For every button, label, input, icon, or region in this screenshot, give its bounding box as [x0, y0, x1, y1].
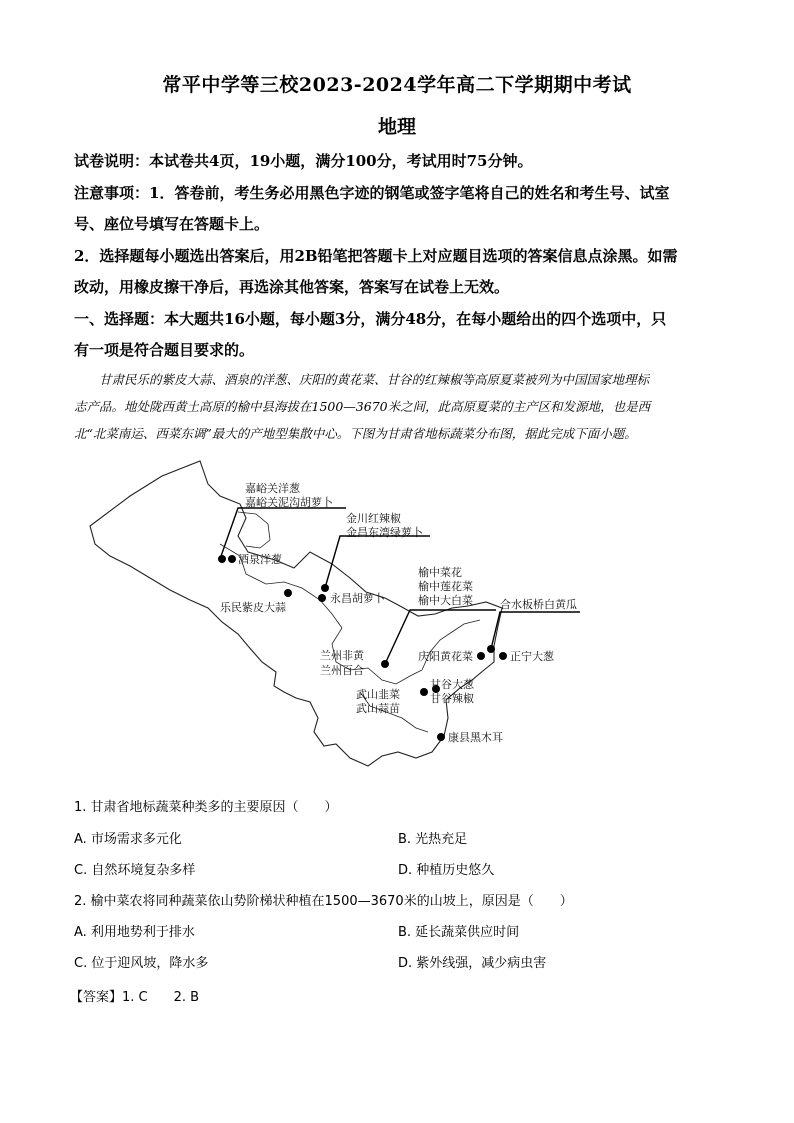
question-2-option-d: D. 紫外线强，减少病虫害	[398, 956, 547, 971]
jiayuguan-dot	[218, 555, 226, 563]
question-2-option-a: A. 利用地势利于排水	[74, 925, 195, 940]
jiuquan-dot	[228, 555, 236, 563]
label-kangxian-fungus: 康县黑木耳	[448, 731, 503, 744]
label-zhengning-scallion: 正宁大葱	[510, 650, 554, 663]
exam-description: 试卷说明：本试卷共4页，19小题，满分100分，考试用时75分钟。	[74, 152, 533, 170]
notice-line-4: 改动，用橡皮擦干净后，再选涂其他答案，答案写在试卷上无效。	[74, 278, 510, 296]
label-jiayuguan-onion: 嘉峪关洋葱	[245, 482, 300, 495]
label-wushan-chives: 武山韭菜	[356, 688, 400, 701]
label-jiayuguan-carrot: 嘉峪关泥沟胡萝卜	[245, 496, 333, 509]
question-1-option-a: A. 市场需求多元化	[74, 832, 182, 847]
intro-line-2: 志产品。地处陇西黄土高原的榆中县海拔在1500—3670米之间，此高原夏菜的主产区和发源地，也是西	[74, 399, 651, 414]
kangxian-dot	[437, 733, 445, 741]
label-jinchang-radish: 金昌东湾绿萝卜	[346, 526, 423, 539]
callout-line-heshui	[491, 612, 580, 649]
question-2-option-b: B. 延长蔬菜供应时间	[398, 925, 520, 940]
minle-dot	[284, 589, 292, 597]
answer-text: 1. C 2. B	[122, 990, 200, 1005]
notice-line-3: 2．选择题每小题选出答案后，用2B铅笔把答题卡上对应题目选项的答案信息点涂黑。如需	[74, 247, 678, 265]
question-1-option-b: B. 光热充足	[398, 832, 468, 847]
gansu-vegetable-map	[70, 456, 630, 776]
label-minle-garlic: 乐民紫皮大蒜	[220, 601, 286, 614]
heshui-dot	[487, 645, 495, 653]
label-yuzhong-cabbage: 榆中莲花菜	[418, 580, 473, 593]
label-jinchuan-pepper: 金川红辣椒	[346, 512, 401, 525]
notice-line-1: 注意事项：1．答卷前，考生务必用黑色字迹的钢笔或签字笔将自己的姓名和考生号、试室	[74, 184, 670, 202]
intro-passage	[74, 366, 726, 447]
subject-title: 地理	[377, 116, 416, 138]
label-qingyang-daylily: 庆阳黄花菜	[418, 650, 473, 663]
callout-line-jinchuan	[325, 536, 430, 588]
yuzhong-dot	[381, 660, 389, 668]
label-yongchang-carrot: 永昌胡萝卜	[330, 592, 385, 605]
answer-label: 【答案】	[70, 990, 123, 1005]
label-heshui-cucumber: 合水板桥白黄瓜	[500, 598, 577, 611]
label-gangu-scallion: 甘谷大葱	[430, 678, 474, 691]
label-yuzhong-cauliflower: 榆中菜花	[418, 566, 462, 579]
intro-line-1: 甘肃民乐的紫皮大蒜、酒泉的洋葱、庆阳的黄花菜、甘谷的红辣椒等高原夏菜被列为中国国家地理标	[99, 372, 650, 387]
label-yuzhong-chinese-cabbage: 榆中大白菜	[418, 594, 473, 607]
question-1-option-d: D. 种植历史悠久	[398, 863, 495, 878]
label-gangu-pepper: 甘谷辣椒	[430, 692, 474, 705]
exam-title: 常平中学等三校2023-2024学年高二下学期期中考试	[162, 74, 632, 96]
yongchang-dot	[318, 594, 326, 602]
label-lanzhou-lily: 兰州百合	[320, 664, 364, 677]
label-jiuquan-onion: 酒泉洋葱	[238, 553, 282, 566]
question-1-option-c: C. 自然环境复杂多样	[74, 863, 196, 878]
answer-line	[70, 986, 199, 1005]
question-1-stem: 1. 甘肃省地标蔬菜种类多的主要原因（ ）	[74, 800, 338, 815]
notice-line-2: 号、座位号填写在答题卡上。	[74, 215, 270, 233]
question-2-stem: 2. 榆中菜农将同种蔬菜依山势阶梯状种植在1500—3670米的山坡上，原因是（ ）	[74, 894, 573, 909]
section-heading-line-1: 一、选择题：本大题共16小题，每小题3分，满分48分，在每小题给出的四个选项中，只	[74, 310, 667, 328]
boundary-jiayuguan	[238, 512, 270, 548]
jinchuan-dot	[321, 584, 329, 592]
question-2-option-c: C. 位于迎风坡，降水多	[74, 956, 209, 971]
label-wushan-garlic-sprout: 武山蒜苗	[356, 702, 400, 715]
label-lanzhou-chives: 兰州非黄	[320, 649, 364, 662]
qingyang-dot	[477, 652, 485, 660]
wushan-dot	[420, 688, 428, 696]
zhengning-dot	[499, 652, 507, 660]
section-heading-line-2: 有一项是符合题目要求的。	[74, 341, 255, 359]
intro-line-3: 北“北菜南运、西菜东调”最大的产地型集散中心。下图为甘肃省地标蔬菜分布图，据此完成下面小题。	[74, 426, 637, 441]
